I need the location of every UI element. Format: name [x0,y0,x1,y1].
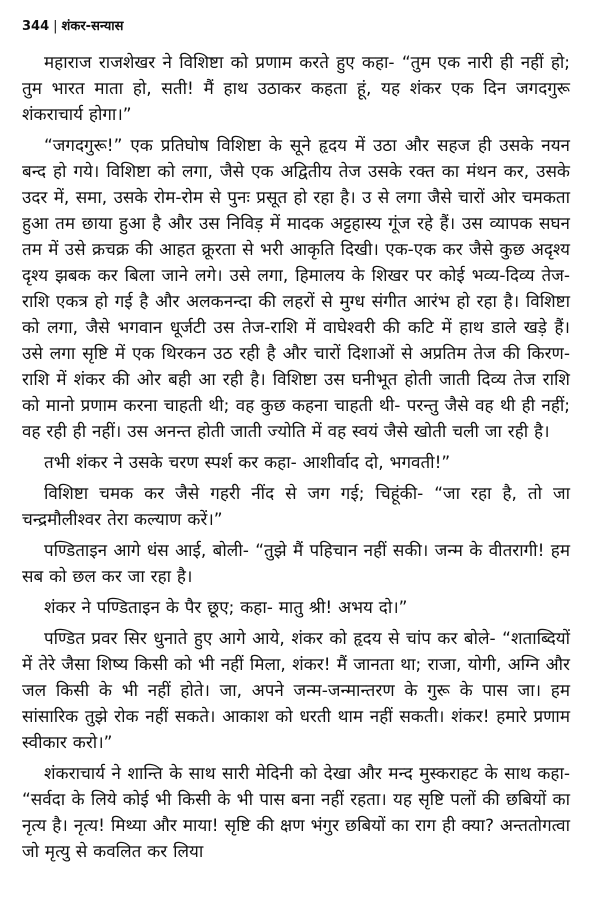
header-separator: | [53,19,58,34]
paragraph: महाराज राजशेखर ने विशिष्टा को प्रणाम करते हुए कहा- “तुम एक नारी ही नहीं हो; तुम भारत माता हो, सती! मैं हाथ उठाकर कहता हूं, यह शंकर एक दिन जगदगुरू शंकराचार्य होगा।” [22,53,570,125]
paragraph: तभी शंकर ने उसके चरण स्पर्श कर कहा- आशीर्वाद दो, भगवती!” [44,453,451,473]
paragraph: शंकर ने पण्डिताइन के पैर छूए; कहा- मातु श्री! अभय दो।” [44,598,408,618]
book-title: शंकर-सन्यास [61,19,124,34]
paragraph: शंकराचार्य ने शान्ति के साथ सारी मेदिनी को देखा और मन्द मुस्कराहट के साथ कहा- “सर्वदा के लिये कोई भी किसी के भी पास बना नहीं रहता। यह सृष्टि पलों की छबियों का नृत्य है। नृत्य! मिथ्या और माया! सृष्टि की क्षण भंगुर छबियों का राग ही क्या? अन्ततोगत्वा जो मृत्यु से कवलित कर लिया [22,764,570,862]
paragraph: पण्डित प्रवर सिर धुनाते हुए आगे आये, शंकर को हृदय से चांप कर बोले- “शताब्दियों में तेरे जैसा शिष्य किसी को भी नहीं मिला, शंकर! मैं जानता था; राजा, योगी, अग्नि और जल किसी के भी नहीं होते। जा, अपने जन्म-जन्मान्तरण के गुरू के पास जा। हम सांसारिक तुझे रोक नहीं सकते। आकाश को धरती थाम नहीं सकती। शंकर! हमारे प्रणाम स्वीकार करो।” [22,629,570,753]
page-body [22,50,570,865]
running-header [22,18,570,36]
paragraph: पण्डिताइन आगे धंस आई, बोली- “तुझे मैं पहिचान नहीं सकी। जन्म के वीतरागी! हम सब को छल कर जा रहा है। [22,541,570,587]
paragraph: विशिष्टा चमक कर जैसे गहरी नींद से जग गई; चिहूंकी- “जा रहा है, तो जा चन्द्रमौलीश्वर तेरा कल्याण करें।” [22,484,570,530]
paragraph: “जगदगुरू!” एक प्रतिघोष विशिष्टा के सूने हृदय में उठा और सहज ही उसके नयन बन्द हो गये। विशिष्टा को लगा, जैसे एक अद्वितीय तेज उसके रक्त का मंथन कर, उसके उदर में, समा, उसके रोम-रोम से पुनः प्रसूत हो रहा है। उ से लगा जैसे चारों ओर चमकता हुआ तम छाया हुआ है और उस निविड़ में मादक अट्टहास्य गूंज रहे हैं। उस व्यापक सघन तम में उसे क्रचक्र की आहत क्रूरता से भरी आकृति दिखी। एक-एक कर जैसे कुछ अदृश्य दृश्य झबक कर बिला जाने लगे। उसे लगा, हिमालय के शिखर पर कोई भव्य-दिव्य तेज-राशि एकत्र हो गई है और अलकनन्दा की लहरों से मुग्ध संगीत आरंभ हो रहा है। विशिष्टा को लगा, जैसे भगवान धूर्जटी उस तेज-राशि में वाघेश्वरी की कटि में हाथ डाले खड़े हैं। उसे लगा सृष्टि में एक थिरकन उठ रही है और चारों दिशाओं से अप्रतिम तेज की किरण-राशि में शंकर की ओर बही आ रही है। विशिष्टा उस घनीभूत होती जाती दिव्य तेज राशि को मानो प्रणाम करना चाहती थी; वह कुछ कहना चाहती थी- परन्तु जैसे वह थी ही नहीं; वह रही ही नहीं। उस अनन्त होती जाती ज्योति में वह स्वयं जैसे खोती चली जा रही है। [22,136,570,442]
page-number: 344 [22,19,50,34]
